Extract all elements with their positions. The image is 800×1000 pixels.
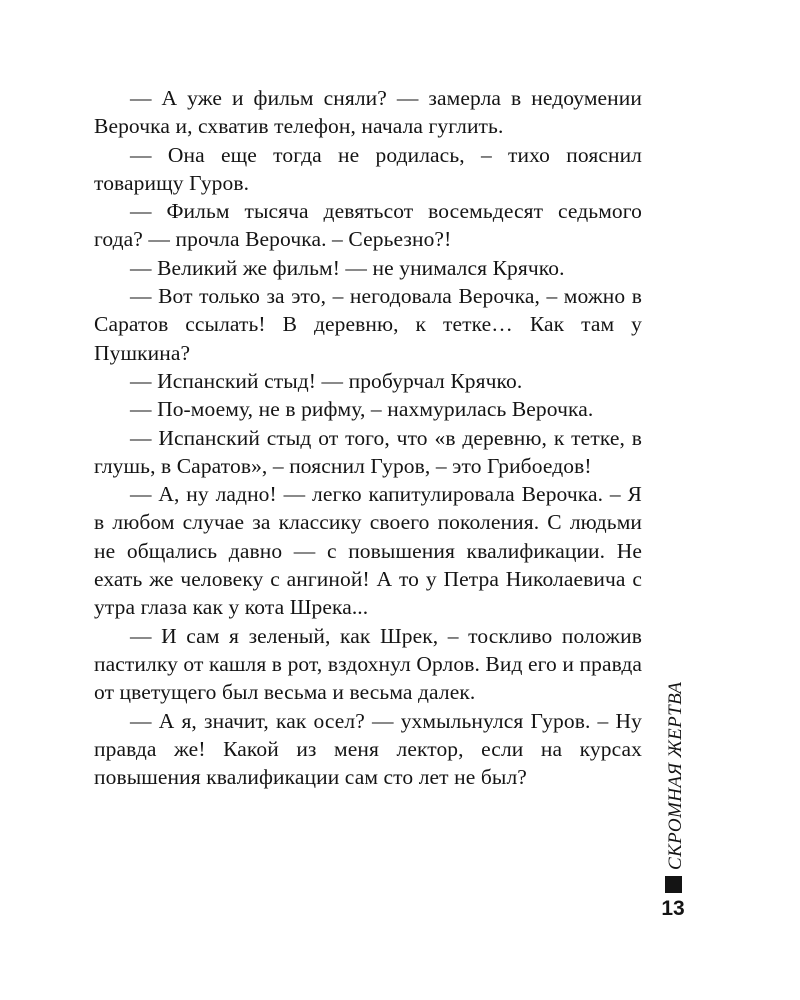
paragraph: — Испанский стыд от того, что «в деревню, к тетке, в глушь, в Саратов», – пояснил Гуров, – это Грибоедов! — [94, 425, 642, 478]
paragraph: — Она еще тогда не родилась, – тихо пояснил товарищу Гуров. — [94, 142, 642, 195]
paragraph: — По-моему, не в рифму, – нахмурилась Верочка. — [130, 397, 594, 422]
paragraph: — А я, значит, как осел? — ухмыльнулся Гуров. – Ну правда же! Какой из меня лектор, если на курсах повышения квалификации сам сто лет не был? — [94, 708, 642, 790]
square-marker-icon — [665, 876, 682, 893]
paragraph: — Фильм тысяча девятьсот восемьдесят седьмого года? — прочла Верочка. – Серьезно?! — [94, 199, 642, 252]
paragraph: — А, ну ладно! — легко капитулировала Верочка. – Я в любом случае за классику своего поколения. С людьми не общались давно — с повышения квалификации. Не ехать же человеку с ангиной! А то у Петра Николаевича с утра глаза как у кота Шрека... — [94, 482, 642, 620]
paragraph: — Вот только за это, – негодовала Верочка, – можно в Саратов ссылать! В деревню, к тетке… Как там у Пушкина? — [94, 284, 642, 365]
paragraph: — А уже и фильм сняли? — замерла в недоумении Верочка и, схватив телефон, начала гуглить. — [94, 86, 642, 139]
page-number: 13 — [661, 897, 685, 920]
running-title: СКРОМНАЯ ЖЕРТВА — [665, 681, 686, 870]
paragraph: — Испанский стыд! — пробурчал Крячко. — [130, 368, 523, 393]
paragraph: — Великий же фильм! — не унимался Крячко. — [130, 255, 565, 280]
paragraph: — И сам я зеленый, как Шрек, – тоскливо положив пастилку от кашля в рот, вздохнул Орлов. Вид его и правда от цветущего был весьма и весьма далек. — [94, 623, 642, 705]
body-text — [94, 84, 642, 791]
